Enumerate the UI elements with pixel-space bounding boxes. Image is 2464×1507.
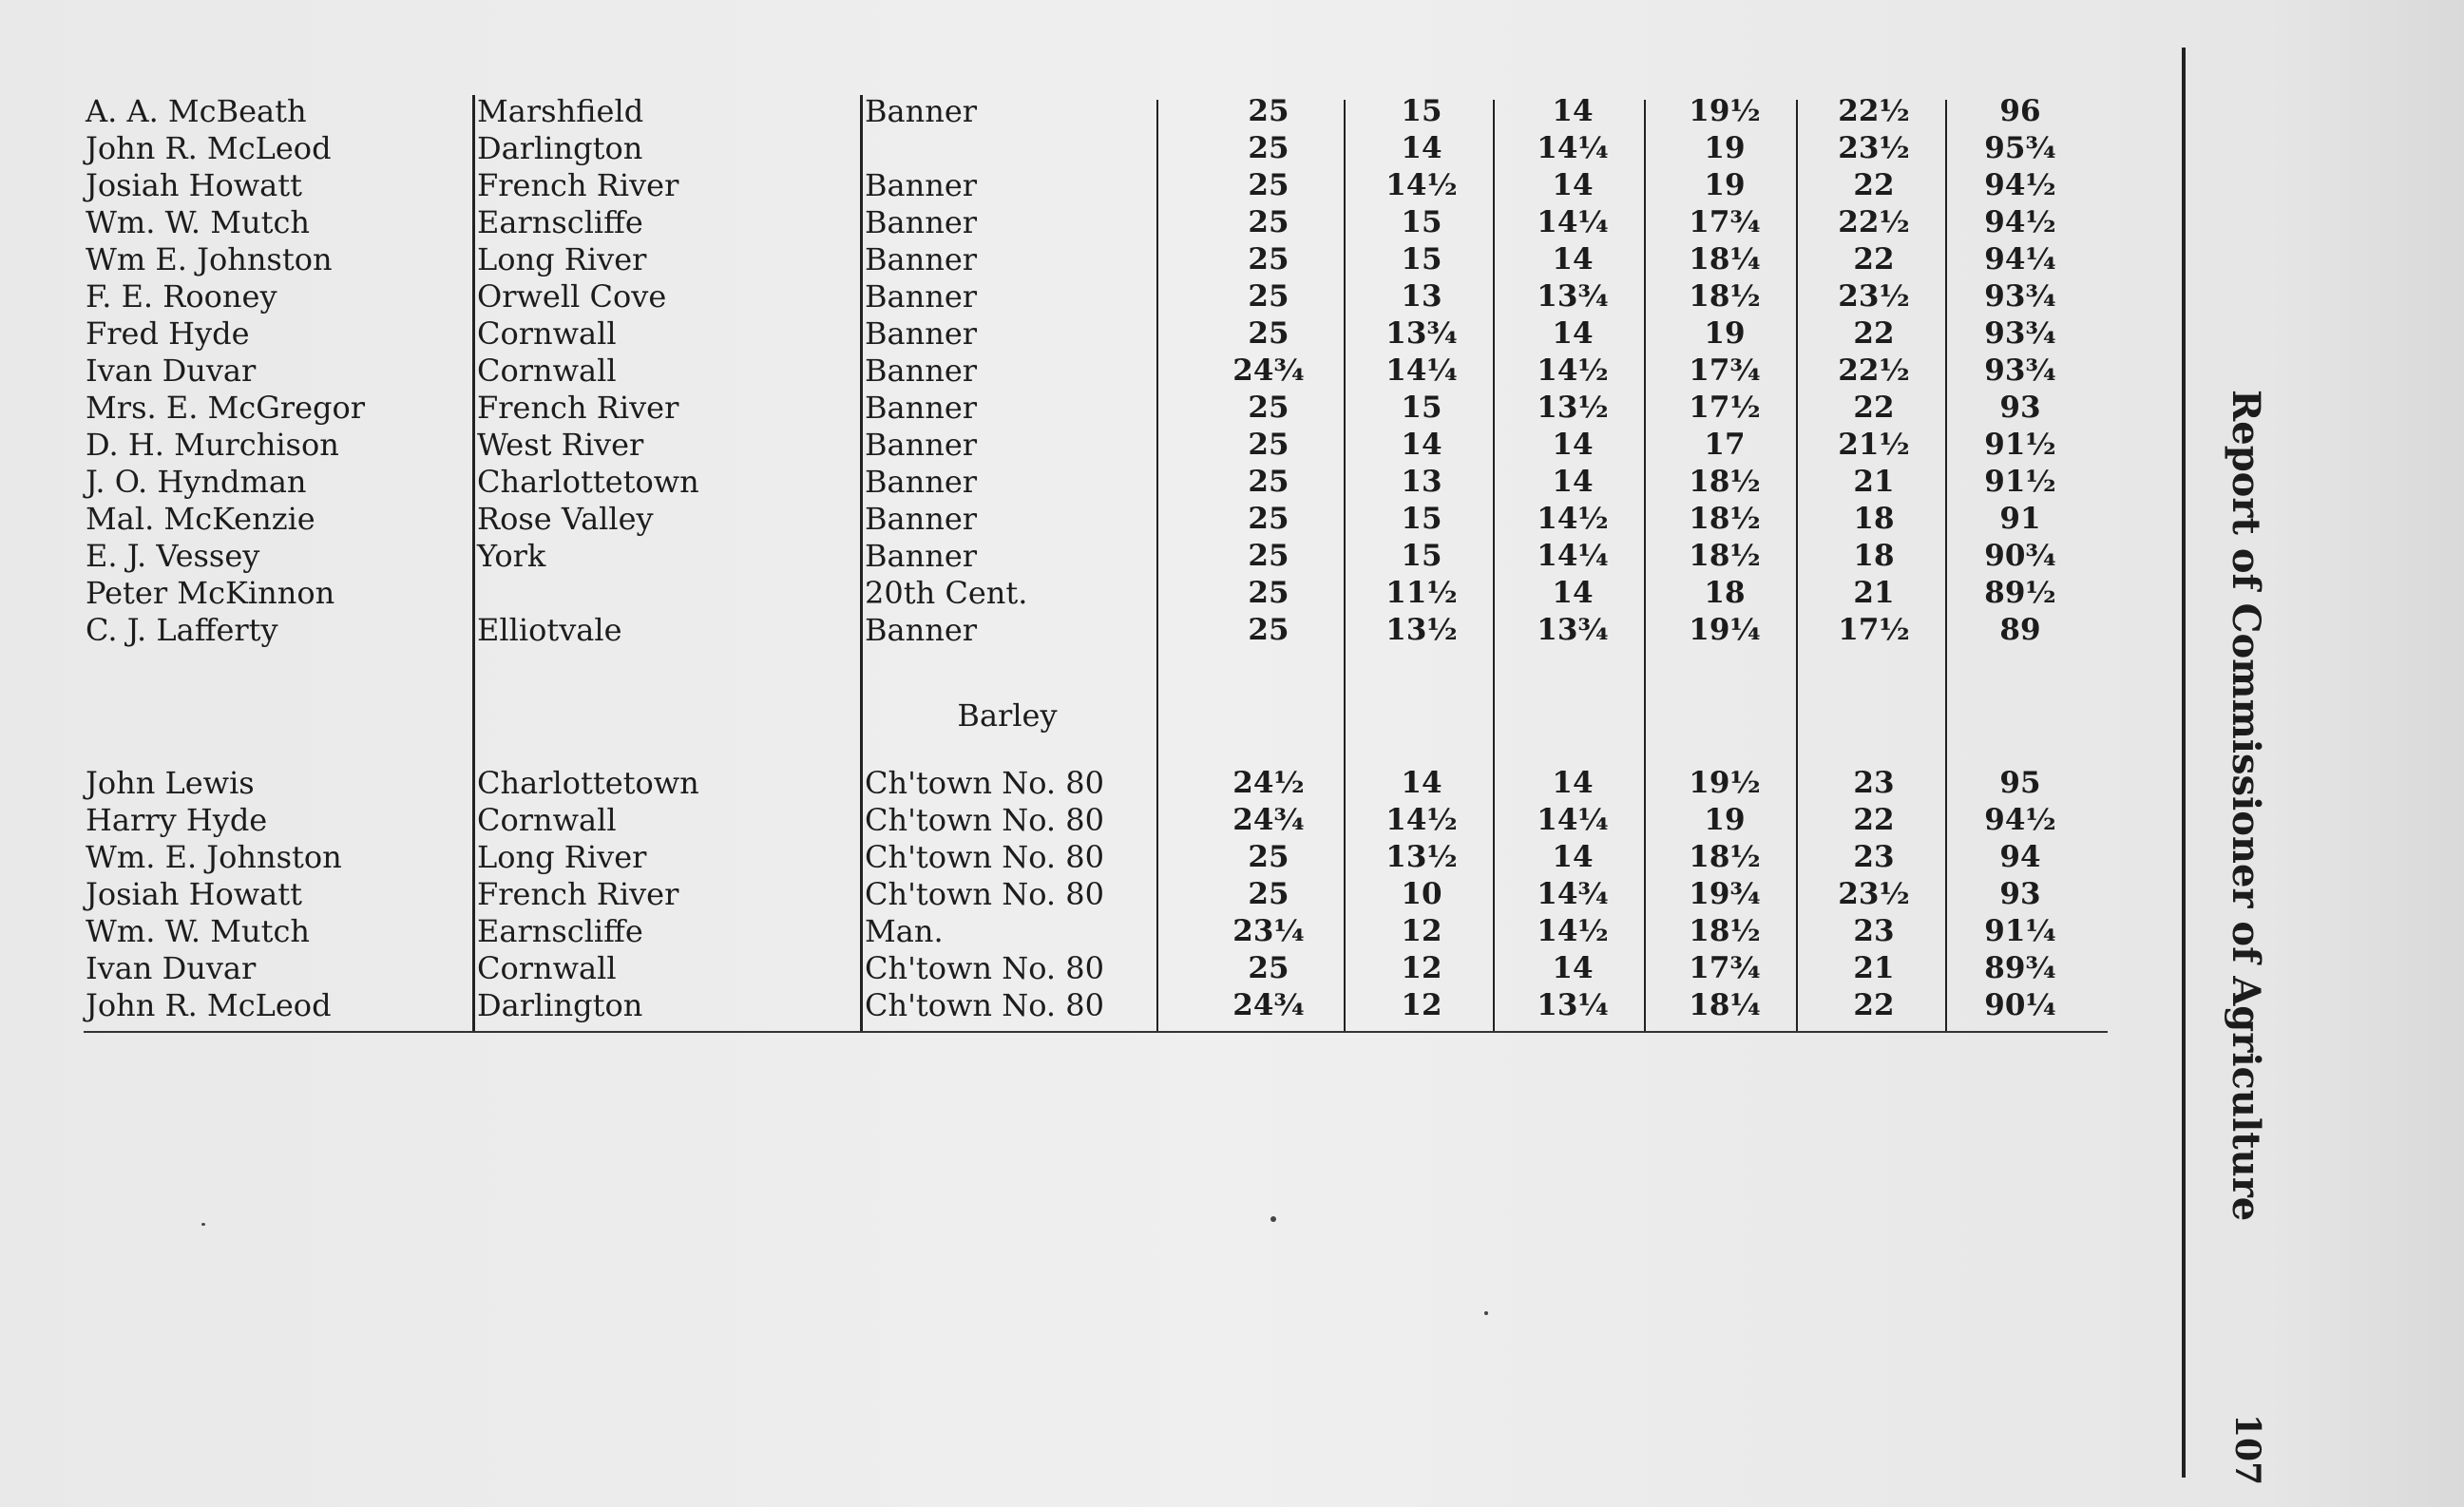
row-value: 14: [1552, 316, 1594, 351]
row-value: 25: [1248, 951, 1289, 985]
row-variety: 20th Cent.: [865, 575, 1028, 611]
row-value: 18: [1853, 502, 1895, 536]
row-value: 14: [1552, 951, 1594, 985]
table-row: [0, 204, 2186, 240]
row-value: 93: [1999, 391, 2041, 425]
row-value: 17¾: [1689, 205, 1761, 239]
row-place: French River: [477, 876, 679, 912]
row-place: Cornwall: [477, 950, 617, 986]
row-value: 89¾: [1984, 951, 2056, 985]
table-row: [0, 802, 2186, 838]
row-variety: Banner: [865, 501, 978, 537]
row-variety: Man.: [865, 913, 944, 949]
row-value: 25: [1248, 840, 1289, 874]
row-value: 23: [1853, 840, 1895, 874]
table-row: [0, 950, 2186, 986]
row-variety: Banner: [865, 390, 978, 426]
row-value: 90¼: [1984, 988, 2056, 1022]
row-value: 13¼: [1537, 988, 1609, 1022]
row-value: 14: [1552, 168, 1594, 202]
table-row: [0, 390, 2186, 426]
row-value: 14¼: [1537, 539, 1609, 573]
row-value: 13: [1401, 279, 1442, 314]
row-value: 23½: [1838, 131, 1910, 165]
row-place: French River: [477, 390, 679, 426]
row-name: Peter McKinnon: [86, 575, 335, 611]
row-value: 18: [1853, 539, 1895, 573]
row-value: 15: [1401, 94, 1442, 128]
row-value: 18½: [1689, 539, 1761, 573]
row-value: 25: [1248, 205, 1289, 239]
row-value: 19: [1704, 803, 1746, 837]
row-variety: Ch'town No. 80: [865, 839, 1104, 875]
row-value: 11½: [1385, 576, 1458, 610]
row-value: 18½: [1689, 914, 1761, 948]
row-value: 17½: [1838, 613, 1910, 647]
row-value: 19: [1704, 131, 1746, 165]
row-value: 15: [1401, 539, 1442, 573]
row-value: 25: [1248, 391, 1289, 425]
row-value: 22: [1853, 391, 1895, 425]
row-value: 23¼: [1232, 914, 1305, 948]
row-value: 21½: [1838, 428, 1910, 462]
row-value: 25: [1248, 539, 1289, 573]
row-place: York: [477, 538, 546, 574]
row-value: 14: [1552, 94, 1594, 128]
row-value: 25: [1248, 465, 1289, 499]
row-value: 22: [1853, 988, 1895, 1022]
row-value: 94: [1999, 840, 2041, 874]
scan-speck: [201, 1223, 205, 1226]
row-value: 18½: [1689, 465, 1761, 499]
row-place: Rose Valley: [477, 501, 654, 537]
row-value: 13¾: [1385, 316, 1458, 351]
row-value: 17: [1704, 428, 1746, 462]
row-value: 14½: [1385, 168, 1458, 202]
row-value: 18½: [1689, 279, 1761, 314]
table-row: [0, 241, 2186, 277]
row-value: 23: [1853, 914, 1895, 948]
row-name: Wm. W. Mutch: [86, 204, 310, 240]
table-row: [0, 464, 2186, 500]
row-value: 23½: [1838, 279, 1910, 314]
row-value: 13¾: [1537, 613, 1609, 647]
row-value: 91½: [1984, 465, 2056, 499]
row-value: 22½: [1838, 94, 1910, 128]
row-name: Josiah Howatt: [86, 167, 302, 203]
row-value: 94½: [1984, 205, 2056, 239]
row-value: 93¾: [1984, 316, 2056, 351]
page-number-text: 107: [2227, 1414, 2267, 1486]
row-name: A. A. McBeath: [86, 93, 307, 129]
row-value: 25: [1248, 94, 1289, 128]
row-place: West River: [477, 427, 644, 463]
row-value: 19¾: [1689, 877, 1761, 911]
row-value: 12: [1401, 951, 1442, 985]
row-name: C. J. Lafferty: [86, 612, 278, 648]
row-value: 14¼: [1537, 205, 1609, 239]
row-value: 14: [1552, 465, 1594, 499]
table-row: [0, 575, 2186, 611]
row-name: John R. McLeod: [86, 130, 332, 166]
row-name: Josiah Howatt: [86, 876, 302, 912]
row-place: French River: [477, 167, 679, 203]
row-value: 25: [1248, 168, 1289, 202]
row-name: Wm E. Johnston: [86, 241, 333, 277]
row-variety: Ch'town No. 80: [865, 950, 1104, 986]
row-value: 15: [1401, 242, 1442, 277]
row-name: Wm. E. Johnston: [86, 839, 342, 875]
row-value: 22½: [1838, 205, 1910, 239]
row-place: Cornwall: [477, 802, 617, 838]
row-value: 95¾: [1984, 131, 2056, 165]
row-value: 19: [1704, 168, 1746, 202]
row-value: 14¼: [1537, 803, 1609, 837]
row-value: 91: [1999, 502, 2041, 536]
row-value: 23½: [1838, 877, 1910, 911]
row-variety: Ch'town No. 80: [865, 987, 1104, 1023]
row-value: 14¼: [1537, 131, 1609, 165]
row-value: 18½: [1689, 840, 1761, 874]
row-value: 10: [1401, 877, 1442, 911]
table-row: [0, 876, 2186, 912]
row-variety: Banner: [865, 204, 978, 240]
table-row: [0, 839, 2186, 875]
row-value: 91½: [1984, 428, 2056, 462]
row-value: 14: [1552, 840, 1594, 874]
row-value: 13½: [1385, 613, 1458, 647]
row-value: 13¾: [1537, 279, 1609, 314]
row-value: 22: [1853, 168, 1895, 202]
row-value: 96: [1999, 94, 2041, 128]
row-value: 24¾: [1232, 988, 1305, 1022]
table-row: [0, 278, 2186, 315]
row-value: 25: [1248, 131, 1289, 165]
row-value: 13½: [1385, 840, 1458, 874]
row-value: 25: [1248, 242, 1289, 277]
row-value: 12: [1401, 988, 1442, 1022]
row-place: Long River: [477, 241, 647, 277]
row-name: Fred Hyde: [86, 315, 250, 352]
scan-speck: [1270, 1216, 1276, 1222]
table-row: [0, 427, 2186, 463]
row-value: 89½: [1984, 576, 2056, 610]
row-value: 14½: [1537, 914, 1609, 948]
row-value: 94¼: [1984, 242, 2056, 277]
row-place: Marshfield: [477, 93, 644, 129]
row-value: 17¾: [1689, 951, 1761, 985]
row-value: 14: [1552, 242, 1594, 277]
section-barley-title: Barley: [957, 697, 1058, 734]
row-value: 18¼: [1689, 988, 1761, 1022]
row-variety: Banner: [865, 167, 978, 203]
row-value: 19½: [1689, 94, 1761, 128]
row-place: Charlottetown: [477, 765, 699, 801]
row-value: 14: [1401, 766, 1442, 800]
row-name: John Lewis: [86, 765, 255, 801]
row-variety: Banner: [865, 353, 978, 389]
row-value: 14: [1552, 428, 1594, 462]
row-value: 14: [1552, 576, 1594, 610]
row-value: 13: [1401, 465, 1442, 499]
row-value: 21: [1853, 951, 1895, 985]
row-name: Harry Hyde: [86, 802, 268, 838]
row-value: 22: [1853, 316, 1895, 351]
row-value: 17¾: [1689, 353, 1761, 388]
table-row: [0, 353, 2186, 389]
row-name: D. H. Murchison: [86, 427, 339, 463]
row-value: 14¾: [1537, 877, 1609, 911]
row-place: Earnscliffe: [477, 913, 643, 949]
row-place: Darlington: [477, 130, 643, 166]
row-value: 24½: [1232, 766, 1305, 800]
row-variety: Banner: [865, 241, 978, 277]
row-value: 14: [1552, 766, 1594, 800]
row-value: 24¾: [1232, 803, 1305, 837]
row-value: 93: [1999, 877, 2041, 911]
row-value: 19¼: [1689, 613, 1761, 647]
row-value: 18: [1704, 576, 1746, 610]
row-place: Orwell Cove: [477, 278, 667, 315]
row-value: 12: [1401, 914, 1442, 948]
row-variety: Banner: [865, 93, 978, 129]
row-value: 93¾: [1984, 279, 2056, 314]
row-value: 94½: [1984, 803, 2056, 837]
row-value: 15: [1401, 502, 1442, 536]
row-value: 22: [1853, 242, 1895, 277]
row-value: 14½: [1537, 502, 1609, 536]
row-name: John R. McLeod: [86, 987, 332, 1023]
table-row: [0, 93, 2186, 129]
row-value: 22: [1853, 803, 1895, 837]
scan-speck: [1484, 1311, 1488, 1315]
row-value: 21: [1853, 465, 1895, 499]
row-place: Cornwall: [477, 353, 617, 389]
row-value: 95: [1999, 766, 2041, 800]
side-title-text: Report of Commissioner of Agriculture: [2224, 390, 2268, 1222]
table-row: [0, 987, 2186, 1023]
row-value: 19½: [1689, 766, 1761, 800]
row-place: Elliotvale: [477, 612, 622, 648]
row-value: 14½: [1385, 803, 1458, 837]
row-name: Wm. W. Mutch: [86, 913, 310, 949]
table-row: [0, 538, 2186, 574]
row-variety: Banner: [865, 538, 978, 574]
row-name: Mrs. E. McGregor: [86, 390, 366, 426]
row-value: 18½: [1689, 502, 1761, 536]
row-value: 91¼: [1984, 914, 2056, 948]
row-value: 25: [1248, 502, 1289, 536]
row-place: Earnscliffe: [477, 204, 643, 240]
row-value: 18¼: [1689, 242, 1761, 277]
table-row: [0, 130, 2186, 166]
row-value: 14½: [1537, 353, 1609, 388]
row-place: Long River: [477, 839, 647, 875]
row-name: F. E. Rooney: [86, 278, 277, 315]
row-variety: Banner: [865, 278, 978, 315]
row-value: 14: [1401, 131, 1442, 165]
row-name: Ivan Duvar: [86, 950, 257, 986]
row-value: 21: [1853, 576, 1895, 610]
row-value: 15: [1401, 205, 1442, 239]
row-value: 24¾: [1232, 353, 1305, 388]
row-name: J. O. Hyndman: [86, 464, 307, 500]
row-value: 89: [1999, 613, 2041, 647]
row-value: 25: [1248, 613, 1289, 647]
table-row: [0, 765, 2186, 801]
row-variety: Banner: [865, 612, 978, 648]
row-variety: Ch'town No. 80: [865, 802, 1104, 838]
table-row: [0, 612, 2186, 648]
row-value: 22½: [1838, 353, 1910, 388]
row-value: 94½: [1984, 168, 2056, 202]
row-value: 17½: [1689, 391, 1761, 425]
row-variety: Ch'town No. 80: [865, 765, 1104, 801]
table-row: [0, 913, 2186, 949]
row-value: 19: [1704, 316, 1746, 351]
table-row: [0, 167, 2186, 203]
row-value: 25: [1248, 428, 1289, 462]
row-value: 25: [1248, 877, 1289, 911]
row-value: 14¼: [1385, 353, 1458, 388]
row-variety: Banner: [865, 315, 978, 352]
row-value: 13½: [1537, 391, 1609, 425]
row-value: 25: [1248, 316, 1289, 351]
row-value: 25: [1248, 279, 1289, 314]
row-name: E. J. Vessey: [86, 538, 260, 574]
row-value: 93¾: [1984, 353, 2056, 388]
row-value: 23: [1853, 766, 1895, 800]
row-place: Cornwall: [477, 315, 617, 352]
row-name: Mal. McKenzie: [86, 501, 315, 537]
row-variety: Ch'town No. 80: [865, 876, 1104, 912]
table-row: [0, 501, 2186, 537]
row-place: Darlington: [477, 987, 643, 1023]
row-value: 14: [1401, 428, 1442, 462]
row-name: Ivan Duvar: [86, 353, 257, 389]
row-value: 90¾: [1984, 539, 2056, 573]
table-row: [0, 315, 2186, 352]
row-variety: Banner: [865, 427, 978, 463]
row-value: 25: [1248, 576, 1289, 610]
row-variety: Banner: [865, 464, 978, 500]
row-value: 15: [1401, 391, 1442, 425]
row-place: Charlottetown: [477, 464, 699, 500]
